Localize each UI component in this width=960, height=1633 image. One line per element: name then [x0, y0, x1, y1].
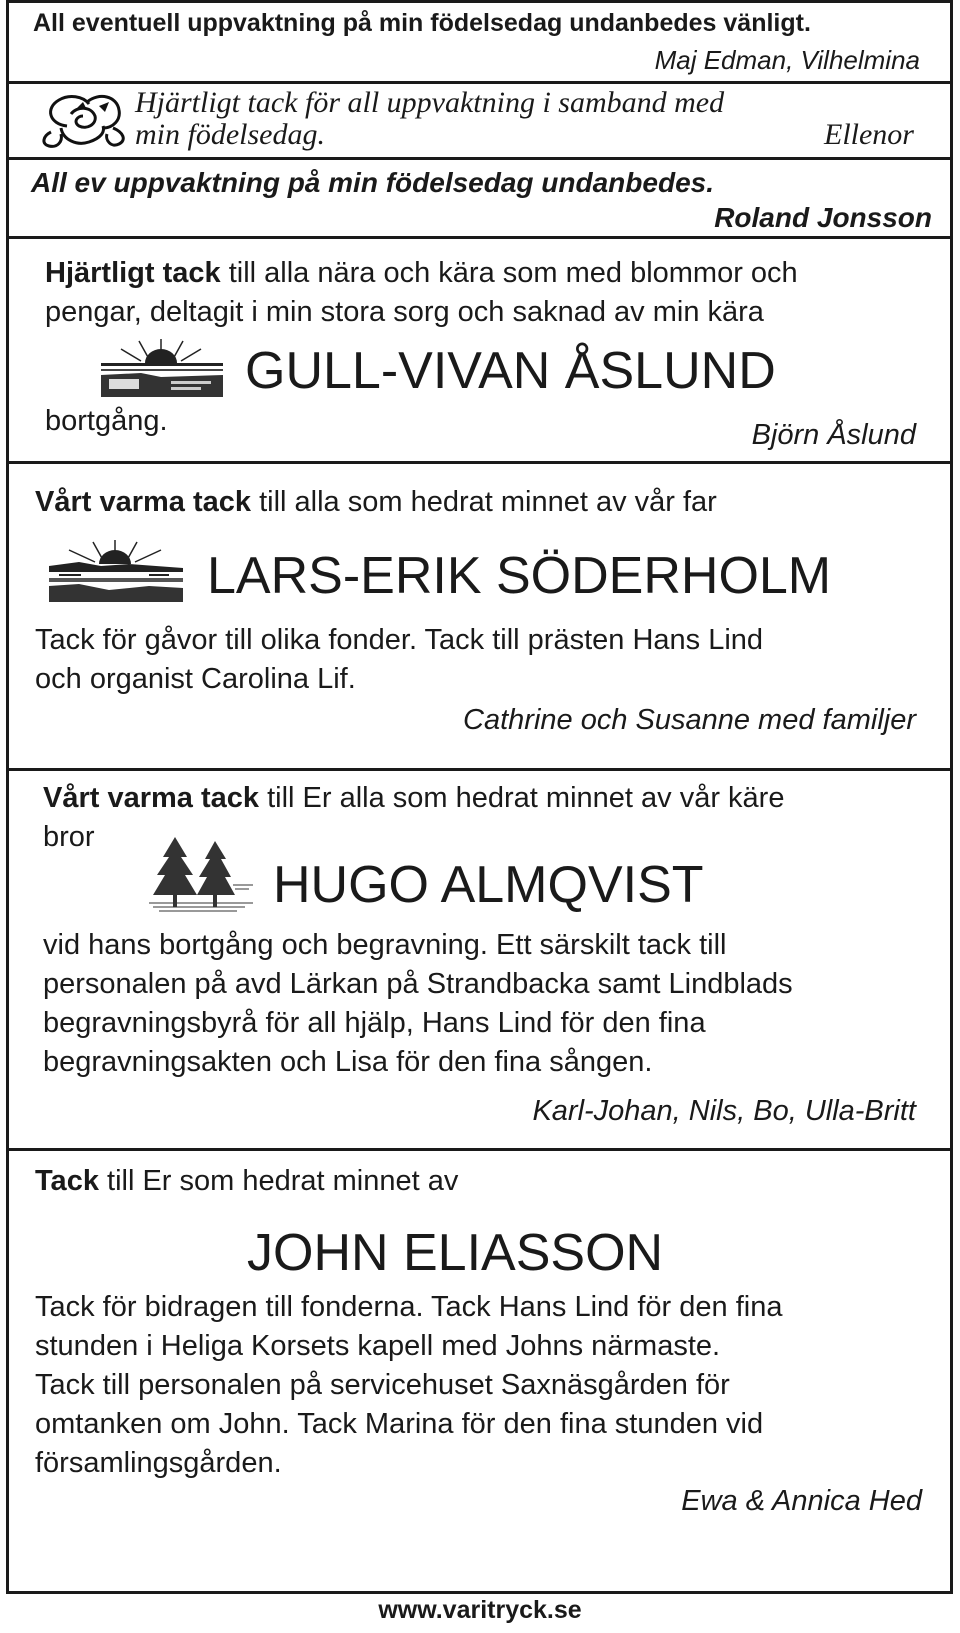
notice-line-2: bror — [43, 821, 95, 853]
notice-line-1 — [43, 782, 784, 815]
notice-line-1 — [45, 257, 798, 290]
notice-line-1 — [35, 486, 717, 519]
deceased-name: GULL-VIVAN ÅSLUND — [245, 342, 776, 400]
body-line-2: och organist Carolina Lif. — [35, 663, 356, 695]
rose-icon — [37, 88, 129, 154]
notice-john-eliasson — [6, 1148, 953, 1594]
notice-text: All eventuell uppvaktning på min födelsedag undanbedes vänligt. — [33, 9, 811, 37]
lead-text: Hjärtligt tack — [45, 257, 221, 289]
deceased-name: LARS-ERIK SÖDERHOLM — [207, 547, 832, 605]
notice-roland-jonsson — [6, 157, 953, 239]
notice-line-1: Hjärtligt tack för all uppvaktning i samband med — [135, 86, 725, 119]
notice-signature: Karl-Johan, Nils, Bo, Ulla-Britt — [532, 1095, 916, 1127]
body-line-2: personalen på avd Lärkan på Strandbacka samt Lindblads — [43, 968, 793, 1000]
notice-line-2: pengar, deltagit i min stora sorg och saknad av min kära — [45, 296, 764, 328]
sunset-lake-icon — [49, 538, 183, 602]
notice-gull-vivan-aslund — [6, 236, 953, 484]
line-rest: till Er alla som hedrat minnet av vår käre — [259, 782, 785, 814]
body-line-3: Tack till personalen på servicehuset Saxnäsgården för — [35, 1369, 730, 1401]
body-line-1: Tack för bidragen till fonderna. Tack Hans Lind för den fina — [35, 1291, 783, 1323]
body-line-3: begravningsbyrå för all hjälp, Hans Lind för den fina — [43, 1007, 706, 1039]
deceased-name: JOHN ELIASSON — [247, 1224, 664, 1282]
body-line-4: begravningsakten och Lisa för den fina sången. — [43, 1046, 653, 1078]
pine-trees-icon — [149, 833, 253, 917]
body-line-4: omtanken om John. Tack Marina för den fina stunden vid — [35, 1408, 764, 1440]
notice-line-3: bortgång. — [45, 405, 168, 437]
lead-text: Tack — [35, 1165, 99, 1197]
body-line-2: stunden i Heliga Korsets kapell med Johns närmaste. — [35, 1330, 721, 1362]
deceased-name: HUGO ALMQVIST — [273, 856, 704, 914]
line-rest: till alla som hedrat minnet av vår far — [251, 486, 717, 518]
notice-signature: Roland Jonsson — [714, 202, 932, 233]
line-rest: till alla nära och kära som med blommor och — [220, 257, 798, 289]
notice-line-2: min födelsedag. — [135, 118, 325, 151]
notice-hugo-almqvist — [6, 768, 953, 1151]
notice-maj-edman — [6, 0, 953, 84]
notice-line-1 — [35, 1165, 458, 1198]
sunset-landscape-icon — [101, 337, 223, 397]
notice-signature: Ellenor — [824, 118, 914, 151]
notice-signature: Cathrine och Susanne med familjer — [463, 704, 916, 736]
body-line-1: vid hans bortgång och begravning. Ett särskilt tack till — [43, 929, 727, 961]
notice-signature: Maj Edman, Vilhelmina — [654, 45, 920, 75]
notice-lars-erik-soderholm — [6, 461, 953, 771]
notice-text: All ev uppvaktning på min födelsedag undanbedes. — [31, 167, 714, 198]
lead-text: Vårt varma tack — [35, 486, 252, 518]
line-rest: till Er som hedrat minnet av — [98, 1165, 459, 1197]
notice-signature: Björn Åslund — [751, 419, 916, 451]
lead-text: Vårt varma tack — [43, 782, 260, 814]
body-line-1: Tack för gåvor till olika fonder. Tack till prästen Hans Lind — [35, 624, 764, 656]
notice-signature: Ewa & Annica Hed — [681, 1485, 922, 1517]
footer-url[interactable]: www.varitryck.se — [378, 1596, 582, 1624]
notice-ellenor — [6, 81, 953, 160]
body-line-5: församlingsgården. — [35, 1447, 282, 1479]
